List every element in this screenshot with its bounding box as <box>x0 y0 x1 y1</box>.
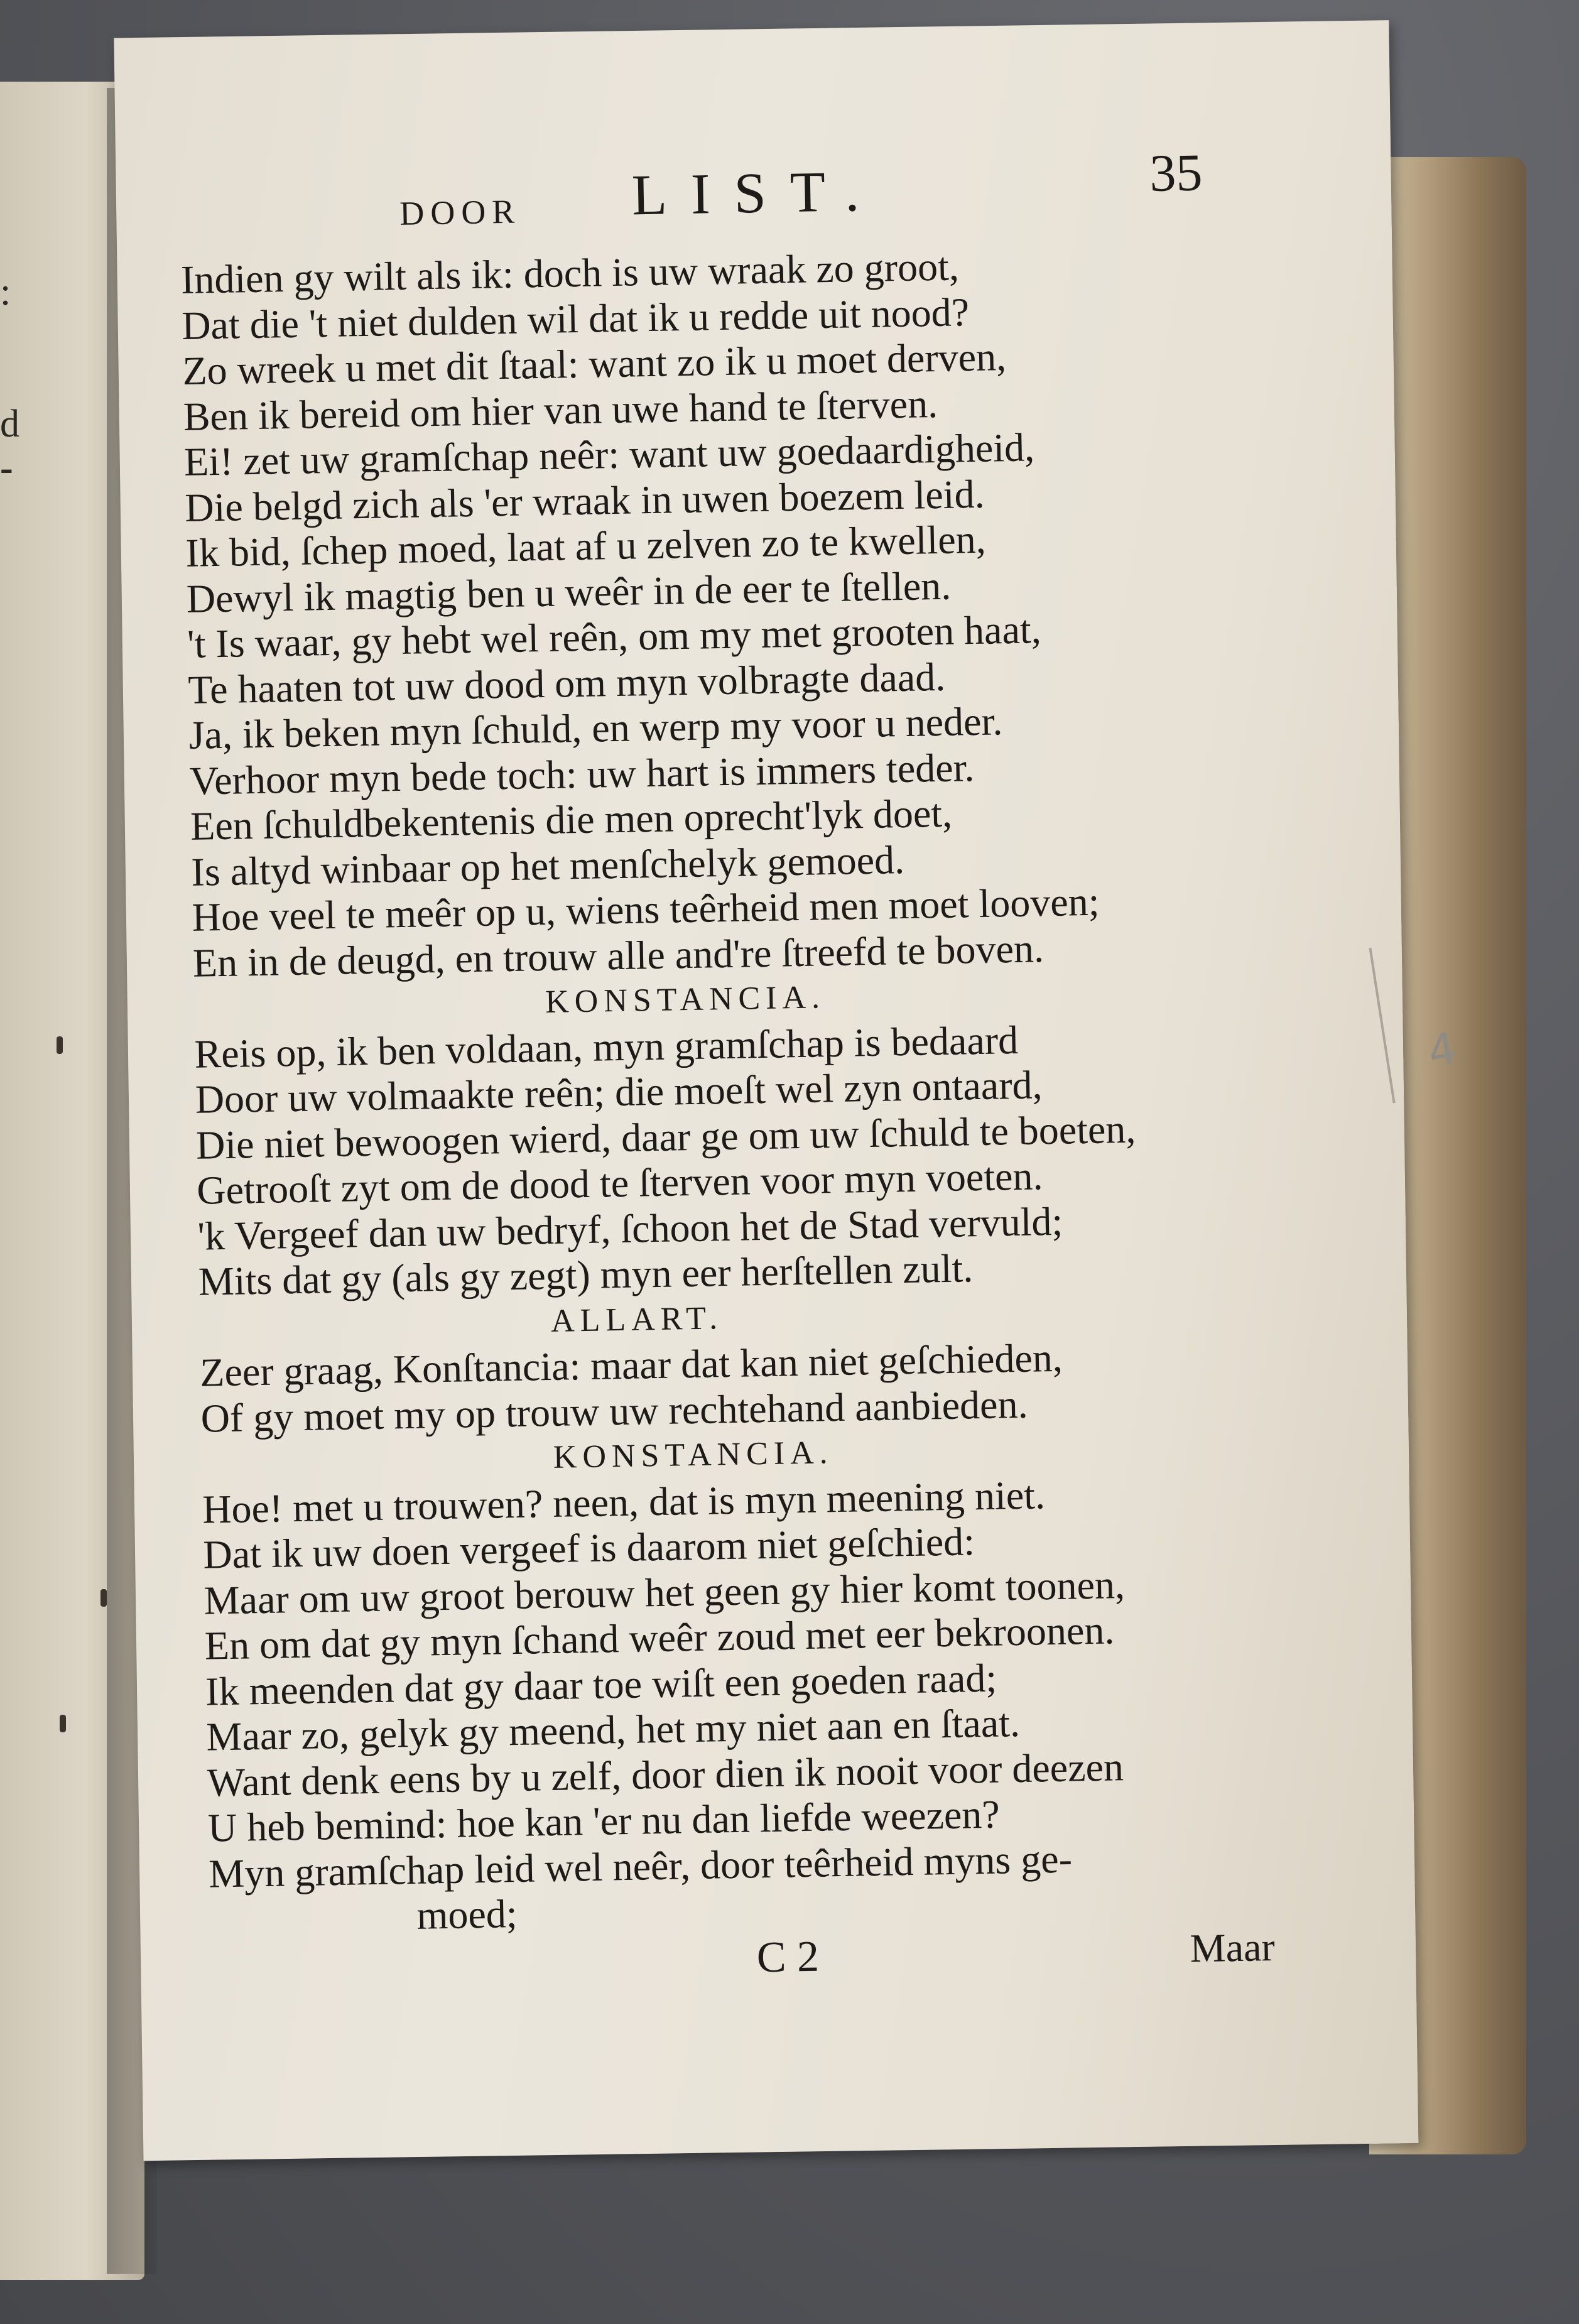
verse-line: Dat ik uw doen vergeef is daarom niet geſchied: <box>202 1519 975 1577</box>
verse-line: Door uw volmaakte reên; die moeſt wel zyn ontaard, <box>195 1062 1043 1122</box>
verse-line: Ben ik bereid om hier van uwe hand te ſterven. <box>183 381 938 439</box>
verse-line: Die belgd zich als 'er wraak in uwen boezem leid. <box>184 471 985 530</box>
verse-line: Want denk eens by u zelf, door dien ik nooit voor deezen <box>207 1744 1124 1805</box>
verse-line: En in de deugd, en trouw alle and're ſtreefd te boven. <box>192 925 1045 986</box>
signature-mark: C 2 <box>756 1932 820 1982</box>
stitch-hole <box>60 1715 66 1732</box>
verse-line: En om dat gy myn ſchand weêr zoud met eer bekroonen. <box>204 1607 1115 1668</box>
verse-line: Myn gramſchap leid wel neêr, door teêrheid myns ge- <box>208 1836 1073 1896</box>
verse-line: moed; <box>416 1891 518 1938</box>
stitch-hole <box>100 1589 107 1607</box>
stitch-hole <box>57 1036 63 1054</box>
verse-line: Ik meenden dat gy daar toe wiſt een goeden raad; <box>205 1655 997 1714</box>
running-head-list: LIST. <box>631 158 884 227</box>
page-text-block <box>179 143 1342 1999</box>
verse-line: Zo wreek u met dit ſtaal: want zo ik u moet derven, <box>182 334 1007 393</box>
verse-line: Indien gy wilt als ik: doch is uw wraak zo groot, <box>180 244 960 302</box>
verse-line: 't Is waar, gy hebt wel reên, om my met grooten haat, <box>187 607 1042 666</box>
verse-line: 'k Vergeef dan uw bedryf, ſchoon het de Stad vervuld; <box>197 1198 1063 1259</box>
verse-line: Getrooſt zyt om de dood te ſterven voor myn voeten. <box>196 1153 1044 1213</box>
verse-line: Verhoor myn bede toch: uw hart is immers teder. <box>189 744 975 803</box>
verse-line: Zeer graag, Konſtancia: maar dat kan niet geſchieden, <box>199 1335 1063 1395</box>
catchword: Maar <box>1190 1924 1276 1970</box>
verse-line: Hoe veel te meêr op u, wiens teêrheid men moet looven; <box>192 879 1100 940</box>
speaker-name: KONSTANCIA. <box>553 1435 834 1475</box>
running-head-door: DOOR <box>399 192 521 232</box>
speaker-name: KONSTANCIA. <box>545 979 826 1021</box>
left-page-fragment: : <box>0 271 11 313</box>
verse-line: Dewyl ik magtig ben u weêr in de eer te ſtellen. <box>186 563 952 621</box>
verse-line: Te haaten tot uw dood om myn volbragte daad. <box>187 654 946 712</box>
verse-line: U heb bemind: hoe kan 'er nu dan liefde weezen? <box>207 1791 1001 1850</box>
verse-line: Of gy moet my op trouw uw rechtehand aanbieden. <box>200 1381 1029 1441</box>
verse-line: Reis op, ik ben voldaan, myn gramſchap is bedaard <box>193 1017 1019 1077</box>
verse-lines <box>180 238 1340 1943</box>
verse-line: Een ſchuldbekentenis die men oprecht'lyk doet, <box>190 790 953 849</box>
speaker-name: ALLART. <box>550 1300 724 1339</box>
pencil-annotation: 4 <box>1423 1022 1461 1078</box>
verse-line: Dat die 't niet dulden wil dat ik u redde uit nood? <box>181 289 970 348</box>
verse-line: Is altyd winbaar op het menſchelyk gemoed. <box>190 837 905 894</box>
verse-line: Maar zo, gelyk gy meend, het my niet aan en ſtaat. <box>205 1700 1021 1759</box>
left-page-fragment: d <box>0 403 19 445</box>
verse-line: Hoe! met u trouwen? neen, dat is myn meening niet. <box>202 1472 1046 1532</box>
left-page-fragment: - <box>0 447 13 489</box>
pencil-mark <box>1369 948 1395 1104</box>
verse-line: Ja, ik beken myn ſchuld, en werp my voor u neder. <box>188 698 1003 757</box>
verse-line: Maar om uw groot berouw het geen gy hier komt toonen, <box>203 1561 1126 1623</box>
verse-line: Die niet bewoogen wierd, daar ge om uw ſchuld te boeten, <box>195 1106 1136 1168</box>
verse-line: Ik bid, ſchep moed, laat af u zelven zo te kwellen, <box>185 516 987 575</box>
verse-line: Mits dat gy (als gy zegt) myn eer herſtellen zult. <box>198 1246 974 1304</box>
page-number: 35 <box>1149 143 1203 204</box>
verse-line: Ei! zet uw gramſchap neêr: want uw goedaardigheid, <box>183 425 1035 484</box>
